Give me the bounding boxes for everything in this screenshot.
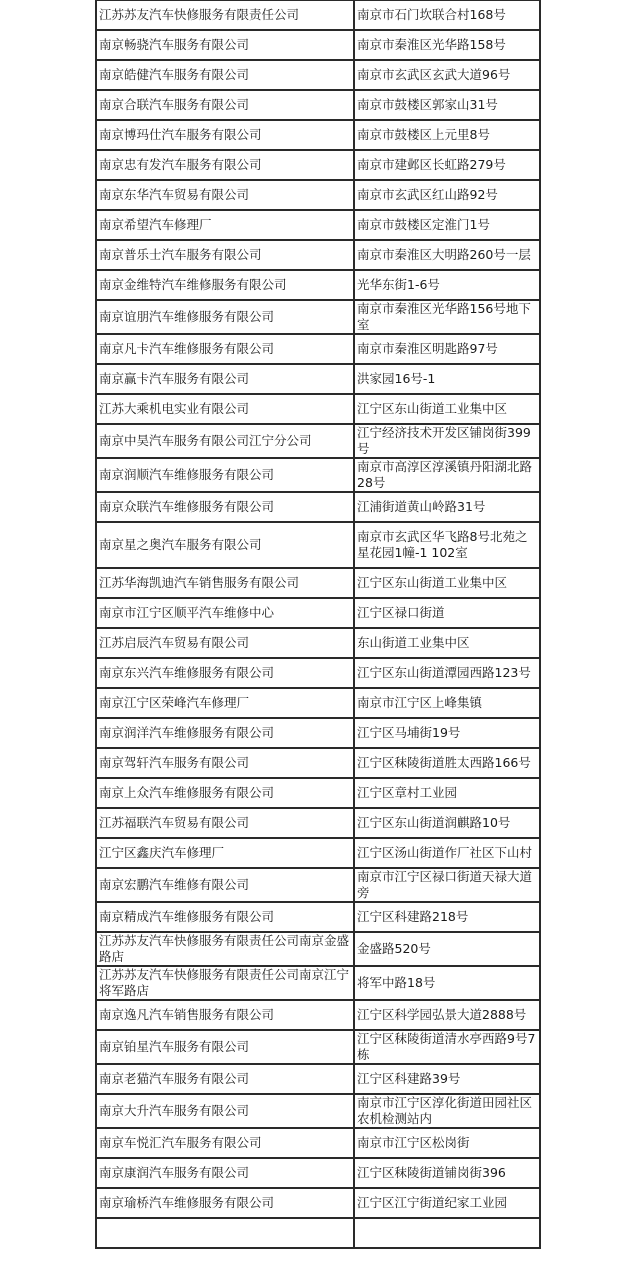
- company-name-cell: 南京宏鹏汽车维修有限公司: [96, 868, 354, 902]
- company-name-cell: 南京中昊汽车服务有限公司江宁分公司: [96, 424, 354, 458]
- address-cell: 江宁经济技术开发区铺岗街399号: [354, 424, 540, 458]
- address-cell: 江宁区科学园弘景大道2888号: [354, 1000, 540, 1030]
- table-row: [96, 150, 540, 180]
- table-row: [96, 568, 540, 598]
- company-name-cell: 南京润顺汽车维修服务有限公司: [96, 458, 354, 492]
- company-name-cell: 江苏苏友汽车快修服务有限责任公司南京金盛路店: [96, 932, 354, 966]
- table-row: [96, 598, 540, 628]
- address-cell: 南京市秦淮区光华路156号地下室: [354, 300, 540, 334]
- address-cell: 江宁区禄口街道: [354, 598, 540, 628]
- table-row: [96, 0, 540, 30]
- repair-shop-table-container: [95, 0, 539, 1249]
- company-name-cell: 南京普乐士汽车服务有限公司: [96, 240, 354, 270]
- table-row: [96, 424, 540, 458]
- table-row: [96, 522, 540, 568]
- address-cell: 南京市鼓楼区郭家山31号: [354, 90, 540, 120]
- company-name-cell: 南京博玛仕汽车服务有限公司: [96, 120, 354, 150]
- company-name-cell: 南京瑜桥汽车维修服务有限公司: [96, 1188, 354, 1218]
- company-name-cell: 南京逸凡汽车销售服务有限公司: [96, 1000, 354, 1030]
- address-cell: 江宁区江宁街道纪家工业园: [354, 1188, 540, 1218]
- company-name-cell: 南京大升汽车服务有限公司: [96, 1094, 354, 1128]
- company-name-cell: 南京车悦汇汽车服务有限公司: [96, 1128, 354, 1158]
- company-name-cell: 南京康润汽车服务有限公司: [96, 1158, 354, 1188]
- address-cell: 南京市高淳区淳溪镇丹阳湖北路28号: [354, 458, 540, 492]
- address-cell: 南京市江宁区淳化街道田园社区农机检测站内: [354, 1094, 540, 1128]
- address-cell: 洪家园16号-1: [354, 364, 540, 394]
- company-name-cell: 南京市江宁区顺平汽车维修中心: [96, 598, 354, 628]
- address-cell: 江宁区科建路218号: [354, 902, 540, 932]
- table-row: [96, 1094, 540, 1128]
- address-cell: 金盛路520号: [354, 932, 540, 966]
- table-body: [96, 0, 540, 1248]
- company-name-cell: 南京润洋汽车维修服务有限公司: [96, 718, 354, 748]
- table-row: [96, 60, 540, 90]
- table-row: [96, 718, 540, 748]
- table-row: [96, 394, 540, 424]
- address-cell: 江宁区东山街道工业集中区: [354, 394, 540, 424]
- company-name-cell: 南京精成汽车维修服务有限公司: [96, 902, 354, 932]
- table-row: [96, 364, 540, 394]
- company-name-cell: 江苏苏友汽车快修服务有限责任公司南京江宁将军路店: [96, 966, 354, 1000]
- company-name-cell: 南京谊朋汽车维修服务有限公司: [96, 300, 354, 334]
- company-name-cell: 江宁区鑫庆汽车修理厂: [96, 838, 354, 868]
- address-cell: 南京市江宁区禄口街道天禄大道旁: [354, 868, 540, 902]
- table-row: [96, 902, 540, 932]
- table-row: [96, 658, 540, 688]
- address-cell: 南京市江宁区松岗街: [354, 1128, 540, 1158]
- address-cell: 江浦街道黄山岭路31号: [354, 492, 540, 522]
- company-name-cell: [96, 1218, 354, 1248]
- address-cell: 南京市秦淮区明匙路97号: [354, 334, 540, 364]
- table-row: [96, 1000, 540, 1030]
- repair-shop-table: [95, 0, 541, 1249]
- company-name-cell: 南京东兴汽车维修服务有限公司: [96, 658, 354, 688]
- table-row: [96, 868, 540, 902]
- table-row: [96, 210, 540, 240]
- table-row: [96, 966, 540, 1000]
- company-name-cell: 南京铂星汽车服务有限公司: [96, 1030, 354, 1064]
- address-cell: 江宁区马埔街19号: [354, 718, 540, 748]
- table-row: [96, 628, 540, 658]
- table-row: [96, 1064, 540, 1094]
- address-cell: 南京市玄武区红山路92号: [354, 180, 540, 210]
- company-name-cell: 南京希望汽车修理厂: [96, 210, 354, 240]
- company-name-cell: 南京东华汽车贸易有限公司: [96, 180, 354, 210]
- table-row: [96, 1158, 540, 1188]
- company-name-cell: 南京驾轩汽车服务有限公司: [96, 748, 354, 778]
- address-cell: 南京市石门坎联合村168号: [354, 0, 540, 30]
- address-cell: 南京市秦淮区光华路158号: [354, 30, 540, 60]
- address-cell: 将军中路18号: [354, 966, 540, 1000]
- company-name-cell: 南京赢卡汽车服务有限公司: [96, 364, 354, 394]
- address-cell: 江宁区秣陵街道清水亭西路9号7栋: [354, 1030, 540, 1064]
- table-row: [96, 30, 540, 60]
- company-name-cell: 南京皓健汽车服务有限公司: [96, 60, 354, 90]
- company-name-cell: 南京合联汽车服务有限公司: [96, 90, 354, 120]
- company-name-cell: 南京众联汽车维修服务有限公司: [96, 492, 354, 522]
- address-cell: 江宁区科建路39号: [354, 1064, 540, 1094]
- table-row: [96, 90, 540, 120]
- table-row: [96, 808, 540, 838]
- company-name-cell: 江苏华海凯迪汽车销售服务有限公司: [96, 568, 354, 598]
- company-name-cell: 江苏福联汽车贸易有限公司: [96, 808, 354, 838]
- address-cell: 江宁区秣陵街道胜太西路166号: [354, 748, 540, 778]
- table-row: [96, 334, 540, 364]
- address-cell: 江宁区东山街道潭园西路123号: [354, 658, 540, 688]
- company-name-cell: 南京老猫汽车服务有限公司: [96, 1064, 354, 1094]
- address-cell: 江宁区章村工业园: [354, 778, 540, 808]
- table-row: [96, 748, 540, 778]
- table-row: [96, 778, 540, 808]
- company-name-cell: 南京金维特汽车维修服务有限公司: [96, 270, 354, 300]
- table-row: [96, 838, 540, 868]
- address-cell: 南京市建邺区长虹路279号: [354, 150, 540, 180]
- address-cell: 南京市鼓楼区上元里8号: [354, 120, 540, 150]
- company-name-cell: 南京畅骁汽车服务有限公司: [96, 30, 354, 60]
- table-row: [96, 300, 540, 334]
- address-cell: 南京市玄武区玄武大道96号: [354, 60, 540, 90]
- table-row: [96, 270, 540, 300]
- address-cell: 光华东街1-6号: [354, 270, 540, 300]
- address-cell: 东山街道工业集中区: [354, 628, 540, 658]
- table-row: [96, 1188, 540, 1218]
- address-cell: 江宁区秣陵街道铺岗街396: [354, 1158, 540, 1188]
- address-cell: 江宁区汤山街道作厂社区下山村: [354, 838, 540, 868]
- address-cell: 南京市江宁区上峰集镇: [354, 688, 540, 718]
- table-row: [96, 180, 540, 210]
- table-row: [96, 688, 540, 718]
- address-cell: 江宁区东山街道工业集中区: [354, 568, 540, 598]
- table-row: [96, 120, 540, 150]
- table-row: [96, 932, 540, 966]
- address-cell: 南京市玄武区华飞路8号北苑之星花园1幢-1 102室: [354, 522, 540, 568]
- table-row: [96, 1218, 540, 1248]
- company-name-cell: 江苏苏友汽车快修服务有限责任公司: [96, 0, 354, 30]
- table-row: [96, 1128, 540, 1158]
- address-cell: 江宁区东山街道润麒路10号: [354, 808, 540, 838]
- address-cell: [354, 1218, 540, 1248]
- company-name-cell: 南京江宁区荣峰汽车修理厂: [96, 688, 354, 718]
- company-name-cell: 江苏大乘机电实业有限公司: [96, 394, 354, 424]
- address-cell: 南京市秦淮区大明路260号一层: [354, 240, 540, 270]
- company-name-cell: 南京星之奥汽车服务有限公司: [96, 522, 354, 568]
- company-name-cell: 南京忠有发汽车服务有限公司: [96, 150, 354, 180]
- table-row: [96, 1030, 540, 1064]
- address-cell: 南京市鼓楼区定淮门1号: [354, 210, 540, 240]
- table-row: [96, 458, 540, 492]
- company-name-cell: 江苏启辰汽车贸易有限公司: [96, 628, 354, 658]
- table-row: [96, 240, 540, 270]
- company-name-cell: 南京上众汽车维修服务有限公司: [96, 778, 354, 808]
- company-name-cell: 南京凡卡汽车维修服务有限公司: [96, 334, 354, 364]
- table-row: [96, 492, 540, 522]
